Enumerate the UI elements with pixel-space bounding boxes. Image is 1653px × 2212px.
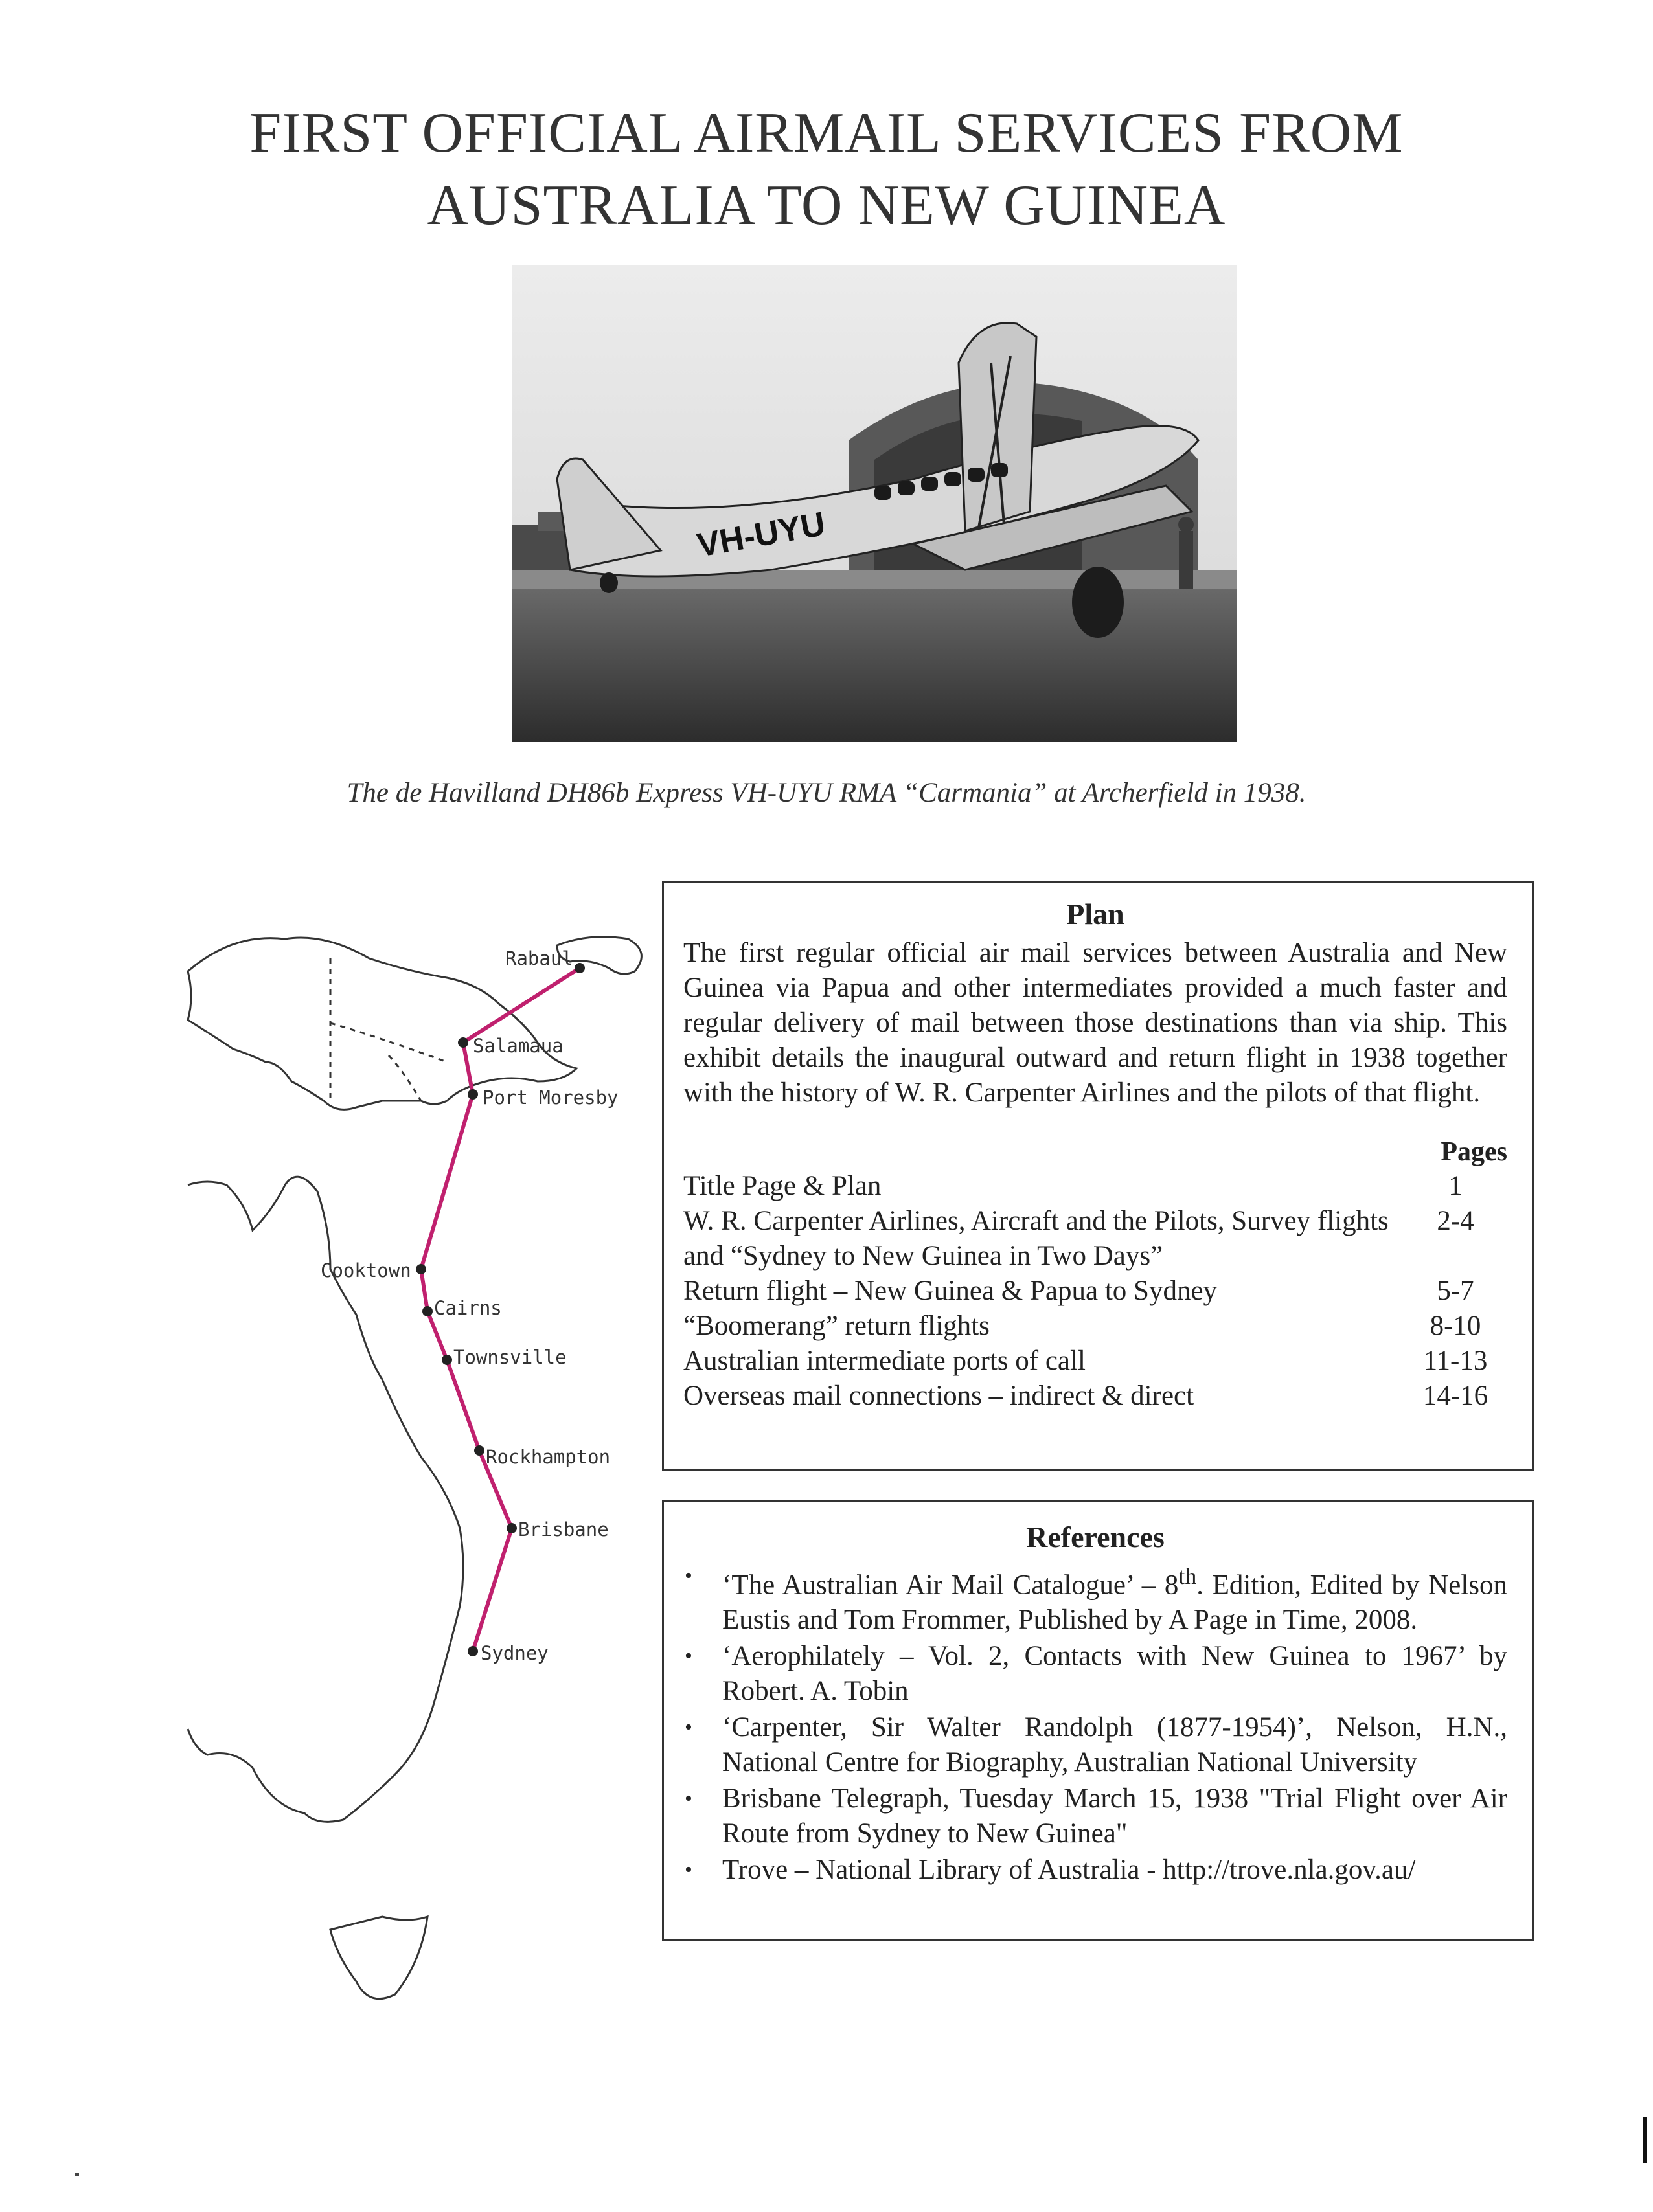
- reference-item: • Brisbane Telegraph, Tuesday March 15, 1938 "Trial Flight over Air Route from Sydney to New Guinea": [722, 1781, 1507, 1851]
- references-heading: References: [1026, 1520, 1165, 1553]
- place-label-salamaua: Salamaua: [473, 1035, 564, 1057]
- place-label-cairns: Cairns: [434, 1297, 502, 1319]
- plan-row: [683, 1344, 1507, 1379]
- reference-item: • ‘The Australian Air Mail Catalogue’ – 8th. Edition, Edited by Nelson Eustis and Tom Frommer, Published by A Page in Time, 2008.: [722, 1559, 1507, 1638]
- plan-row: [683, 1309, 1507, 1344]
- reference-item: • ‘Carpenter, Sir Walter Randolph (1877-1954)’, Nelson, H.N., National Centre for Biography, Australian National University: [722, 1710, 1507, 1780]
- plan-description: The first regular official air mail services between Australia and New Guinea via Papua and other intermediates provided a much faster and regular delivery of mail between those destinations than via ship. This exhibit details the inaugural outward and return flight in 1938 together with the history of W. R. Carpenter Airlines and the pilots of that flight.: [683, 938, 1507, 1108]
- plan-pages: 1: [1448, 1171, 1463, 1201]
- references-box: [662, 1500, 1534, 1941]
- plan-item: Return flight – New Guinea & Papua to Sydney: [683, 1276, 1218, 1306]
- reference-item: • Trove – National Library of Australia - http://trove.nla.gov.au/: [722, 1853, 1507, 1888]
- place-label-brisbane: Brisbane: [518, 1518, 609, 1541]
- plan-item: “Boomerang” return flights: [683, 1311, 990, 1341]
- pages-heading: Pages: [1441, 1137, 1507, 1167]
- place-label-sydney: Sydney: [481, 1642, 549, 1664]
- title-line-1: FIRST OFFICIAL AIRMAIL SERVICES FROM: [249, 102, 1404, 164]
- place-label-rabaul: Rabaul: [505, 947, 573, 969]
- reference-item: • ‘Aerophilately – Vol. 2, Contacts with New Guinea to 1967’ by Robert. A. Tobin: [722, 1639, 1507, 1709]
- plan-item: Australian intermediate ports of call: [683, 1346, 1086, 1376]
- place-label-rockhampton: Rockhampton: [486, 1446, 611, 1468]
- plan-row: [683, 1204, 1507, 1274]
- plan-item: Overseas mail connections – indirect & direct: [683, 1381, 1194, 1411]
- plan-pages: 11-13: [1423, 1346, 1488, 1376]
- aircraft-photo: [512, 265, 1237, 742]
- plan-pages: 2-4: [1437, 1206, 1474, 1236]
- plan-pages: 5-7: [1437, 1276, 1474, 1306]
- page-title: [0, 97, 1653, 242]
- scan-edge-mark: [1643, 2117, 1647, 2163]
- place-label-port-moresby: Port Moresby: [483, 1087, 619, 1109]
- plan-table: [683, 1169, 1507, 1414]
- photo-caption: The de Havilland DH86b Express VH-UYU RMA “Carmania” at Archerfield in 1938.: [347, 778, 1306, 808]
- aircraft-illustration: [512, 265, 1237, 742]
- aircraft-registration: VH-UYU: [694, 505, 828, 565]
- plan-row: [683, 1379, 1507, 1414]
- title-line-2: AUSTRALIA TO NEW GUINEA: [427, 174, 1226, 237]
- place-label-townsville: Townsville: [453, 1346, 567, 1368]
- plan-item: Title Page & Plan: [683, 1171, 882, 1201]
- plan-pages: 14-16: [1422, 1381, 1488, 1411]
- scan-dot-mark: [75, 2173, 79, 2176]
- plan-box: [662, 881, 1534, 1471]
- route-map: [175, 907, 654, 2079]
- place-label-cooktown: Cooktown: [321, 1259, 411, 1281]
- plan-heading: Plan: [1066, 897, 1124, 931]
- plan-pages: 8-10: [1430, 1311, 1481, 1341]
- plan-item: W. R. Carpenter Airlines, Aircraft and the Pilots, Survey flights and “Sydney to New Guinea in Two Days”: [683, 1206, 1389, 1271]
- plan-row: [683, 1169, 1507, 1204]
- plan-row: [683, 1274, 1507, 1309]
- references-list: [683, 1559, 1507, 1888]
